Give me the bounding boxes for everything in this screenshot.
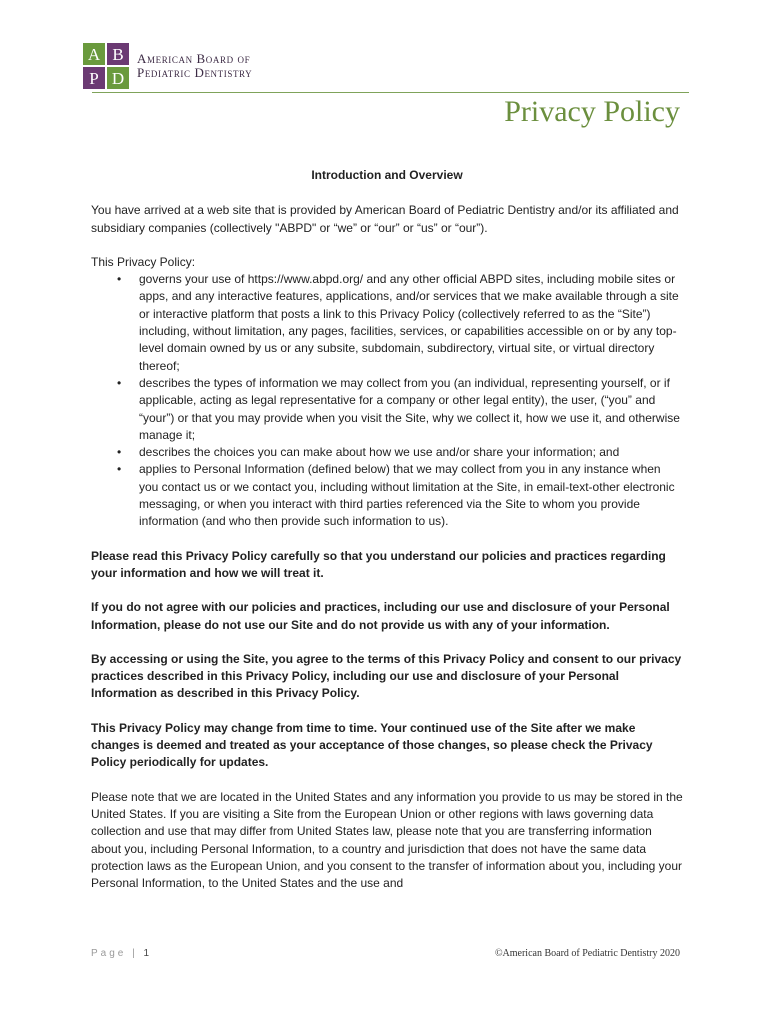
section-heading: Introduction and Overview (311, 168, 463, 182)
page-number (91, 948, 149, 959)
bullet-item: • governs your use of https://www.abpd.org/ and any other official ABPD sites, including mobile sites or apps, and any interactive features, applications, and/or services that we make available through a site or interactive platform that posts a link to this Privacy Policy (collectively referred to as the “Site”) including, without limitation, any pages, facilities, services, or capabilities accessible on or by any top-level domain owned by us or any subsite, subdomain, subdirectory, virtual site, or virtual directory thereof; (139, 271, 683, 375)
logo-letter-a: A (83, 43, 105, 65)
bold-paragraph-changes: This Privacy Policy may change from time to time. Your continued use of the Site after we make changes is deemed and treated as your acceptance of those changes, so please check the Privacy Policy periodically for updates. (91, 720, 653, 770)
logo-letter-d: D (107, 67, 129, 89)
policy-bullet-list (91, 271, 683, 530)
bullet-item: • applies to Personal Information (defined below) that we may collect from you in any instance when you contact us or we contact you, including without limitation at the Site, in email-text-other electronic messaging, or when you interact with third parties referenced via the Site to whom you provide information (and who then provide such information to us). (139, 461, 683, 530)
policy-lead: This Privacy Policy: (91, 254, 196, 269)
logo-letter-b: B (107, 43, 129, 65)
page-number-value: 1 (143, 948, 150, 959)
closing-paragraph: Please note that we are located in the United States and any information you provide to us may be stored in the United States. If you are visiting a Site from the European Union or other regions with laws governing data collection and use that may differ from United States law, please note that you are transferring information about you, including Personal Information, to a country and jurisdiction that does not have the same data protection laws as the European Union, and you consent to the transfer of information about you, including your Personal Information, to the United States and the use and (91, 789, 683, 891)
page-label: Page | (91, 948, 138, 959)
page-title: Privacy Policy (504, 95, 680, 128)
bold-paragraph-consent: By accessing or using the Site, you agree to the terms of this Privacy Policy and consent to our privacy practices described in this Privacy Policy, including our use and disclosure of your Personal Information as described in this Privacy Policy. (91, 651, 682, 701)
logo-monogram (83, 43, 129, 89)
bullet-item: • describes the types of information we may collect from you (an individual, representing yourself, or if applicable, acting as legal representative for a company or other legal entity), the user, (“you” and “your”) or that you may provide when you visit the Site, why we collect it, how we use it, and otherwise manage it; (139, 375, 683, 444)
logo-org-name-line1: American Board of (137, 51, 251, 66)
logo-letter-p: P (83, 67, 105, 89)
logo-org-name-line2: Pediatric Dentistry (137, 65, 253, 80)
intro-paragraph: You have arrived at a web site that is provided by American Board of Pediatric Dentistry and/or its affiliated and subsidiary companies (collectively "ABPD" or “we” or “our” or “us” or “our”). (91, 203, 679, 235)
header-divider (92, 92, 689, 93)
bold-paragraph-read-carefully: Please read this Privacy Policy carefully so that you understand our policies and practices regarding your information and how we will treat it. (91, 548, 666, 580)
logo-org-name (137, 52, 252, 80)
copyright-notice: ©American Board of Pediatric Dentistry 2020 (494, 948, 680, 959)
abpd-logo (83, 43, 252, 89)
document-body (91, 167, 683, 892)
bullet-item: • describes the choices you can make about how we use and/or share your information; and (139, 444, 683, 461)
bold-paragraph-disagree: If you do not agree with our policies and practices, including our use and disclosure of your Personal Information, please do not use our Site and do not provide us with any of your information. (91, 600, 670, 632)
